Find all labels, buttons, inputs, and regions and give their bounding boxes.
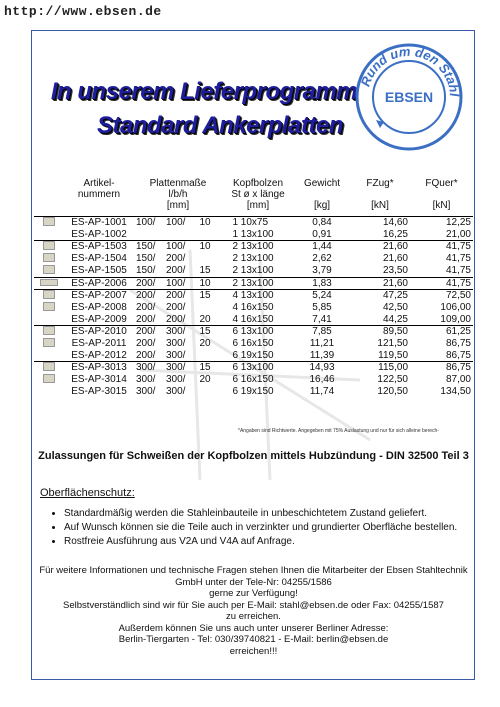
head-bolt: 4 13x100 <box>232 290 274 301</box>
head-bolt: 4 16x150 <box>232 302 274 313</box>
plate-dimensions: 150/ 200/ <box>136 253 186 264</box>
article-number: ES-AP-2010 <box>71 326 127 337</box>
table-row <box>34 314 473 326</box>
table-row <box>34 302 473 314</box>
contact-line: zu erreichen. <box>226 611 281 622</box>
table-row <box>34 253 473 265</box>
approval-heading: Zulassungen für Schweißen der Kopfbolzen mittels Hubzündung - DIN 32500 Teil 3 <box>38 450 469 462</box>
thumbnail-cell <box>34 314 64 326</box>
thumbnail-cell <box>34 265 64 278</box>
head-bolt: 6 19x150 <box>232 385 274 397</box>
thumbnail-cell <box>34 325 64 338</box>
tension-force: 21,60 <box>382 253 408 264</box>
article-number: ES-AP-1001 <box>71 217 127 228</box>
weight: 11,21 <box>309 338 335 349</box>
tension-force: 16,25 <box>382 228 408 240</box>
thumbnail-cell <box>34 289 64 302</box>
table-row <box>34 289 473 302</box>
ebsen-logo <box>350 38 468 156</box>
contact-block <box>34 565 473 657</box>
shear-force: 61,25 <box>445 326 471 337</box>
head-bolt: 2 13x100 <box>232 265 274 276</box>
contact-line: Selbstverständlich sind wir für Sie auch per E-Mail: stahl@ebsen.de oder Fax: 04255/1587 <box>63 599 444 611</box>
tension-force: 21,60 <box>382 241 408 252</box>
article-number: ES-AP-2008 <box>71 302 127 313</box>
article-number: ES-AP-3014 <box>71 374 127 385</box>
table-row <box>34 325 473 338</box>
weight: 0,84 <box>312 217 332 228</box>
table-row <box>34 277 473 289</box>
plate-dimensions <box>134 229 222 241</box>
header-kopf-2: St ø x länge <box>231 189 285 200</box>
surface-protection-title: Oberflächenschutz: <box>40 487 135 499</box>
list-item: • Standardmäßig werden die Stahleinbauteile in unbeschichtetem Zustand geliefert. <box>64 508 484 520</box>
thumbnail-cell <box>34 240 64 253</box>
plate-dimensions: 200/ 300/ <box>136 349 186 361</box>
plate-thumbnail-icon <box>43 326 55 335</box>
plate-dimensions: 150/ 200/ 15 <box>136 265 211 276</box>
article-number: ES-AP-1002 <box>71 228 127 240</box>
table-row <box>34 338 473 350</box>
thumbnail-cell <box>34 374 64 386</box>
contact-line: Außerdem können Sie uns auch unter unserer Berliner Adresse: <box>118 622 389 634</box>
shear-force: 86,75 <box>445 338 471 349</box>
table-row <box>34 374 473 386</box>
logo-name: EBSEN <box>384 89 434 105</box>
logo-slogan: Rund um den Stahl <box>357 43 463 97</box>
contact-line: GmbH unter der Tele-Nr: 04255/1586 <box>175 576 332 588</box>
head-bolt: 6 19x150 <box>232 349 274 361</box>
plate-dimensions: 100/ 100/ 10 <box>136 217 211 228</box>
shear-force: 41,75 <box>445 277 471 289</box>
plate-thumbnail-icon <box>43 362 55 371</box>
article-number: ES-AP-1503 <box>71 241 127 252</box>
plate-dimensions: 200/ 300/ 20 <box>136 338 211 349</box>
plate-thumbnail-icon <box>43 302 55 311</box>
plate-thumbnail-icon <box>43 241 55 250</box>
article-number: ES-AP-2011 <box>71 338 127 349</box>
head-bolt: 6 16x150 <box>232 338 274 349</box>
product-table-wrapper <box>34 178 473 397</box>
thumbnail-cell <box>34 253 64 265</box>
table-row <box>34 361 473 374</box>
weight: 7,41 <box>312 313 332 325</box>
tension-force: 122,50 <box>377 374 408 385</box>
table-row <box>34 216 473 229</box>
table-row <box>34 265 473 278</box>
weight: 1,83 <box>312 277 332 289</box>
shear-force: 106,00 <box>440 302 471 313</box>
header-fquer-3: [kN] <box>432 200 451 211</box>
product-table <box>34 178 473 397</box>
plate-dimensions: 300/ 300/ <box>136 385 186 397</box>
header-platten-1: Plattenmaße <box>149 178 207 189</box>
head-bolt: 2 13x100 <box>232 253 274 264</box>
head-bolt: 2 13x100 <box>232 277 274 289</box>
header-fzug-3: [kN] <box>371 200 389 211</box>
head-bolt: 4 16x150 <box>232 313 274 325</box>
head-bolt: 1 10x75 <box>232 217 269 228</box>
table-footnote: *Angaben sind Richtwerte. Angegeben mit 75% Auslastung und nur für sich alleine berech- <box>238 428 439 434</box>
article-number: ES-AP-2009 <box>71 313 127 325</box>
tension-force: 23,50 <box>382 265 408 276</box>
weight: 11,74 <box>309 385 335 397</box>
plate-dimensions: 200/ 200/ <box>136 302 186 313</box>
weight: 14,93 <box>309 362 335 373</box>
plate-dimensions: 300/ 300/ 20 <box>136 374 211 385</box>
header-kopf-1: Kopfbolzen <box>232 178 284 189</box>
shear-force: 109,00 <box>440 313 471 325</box>
header-fzug-1: FZug* <box>366 178 394 189</box>
plate-dimensions: 200/ 200/ 20 <box>136 313 211 325</box>
tension-force: 21,60 <box>382 277 408 289</box>
weight: 5,24 <box>312 290 332 301</box>
thumbnail-cell <box>34 386 64 397</box>
weight: 1,44 <box>312 241 332 252</box>
plate-dimensions: 300/ 300/ 15 <box>136 362 211 373</box>
shear-force: 12,25 <box>445 217 471 228</box>
list-item: • Auf Wunsch können sie die Teile auch in verzinkter und grundierter Oberfläche bestellen. <box>64 522 484 534</box>
header-artikel-2: nummern <box>77 189 121 200</box>
shear-force: 72,50 <box>445 290 471 301</box>
plate-thumbnail-icon <box>43 217 55 226</box>
table-header <box>34 178 473 216</box>
article-number: ES-AP-3013 <box>71 362 127 373</box>
header-fquer-1: FQuer* <box>425 178 458 189</box>
plate-dimensions: 150/ 100/ 10 <box>136 241 211 252</box>
header-platten-3: [mm] <box>166 200 190 211</box>
tension-force: 14,60 <box>382 217 408 228</box>
plate-thumbnail-icon <box>43 290 55 299</box>
page-title: In unserem Lieferprogramm <box>50 78 358 105</box>
shear-force: 41,75 <box>445 241 471 252</box>
contact-line: gerne zur Verfügung! <box>209 588 298 599</box>
table-row <box>34 386 473 397</box>
article-number: ES-AP-2007 <box>71 290 127 301</box>
tension-force: 115,00 <box>378 362 408 373</box>
head-bolt: 1 13x100 <box>232 228 274 240</box>
thumbnail-cell <box>34 277 64 289</box>
plate-dimensions: 200/ 100/ 10 <box>136 277 211 289</box>
contact-line: Berlin-Tiergarten - Tel: 030/39740821 - E-Mail: berlin@ebsen.de <box>118 634 389 645</box>
weight: 0,91 <box>312 228 332 240</box>
plate-thumbnail-icon <box>43 338 55 347</box>
thumbnail-cell <box>34 302 64 314</box>
head-bolt: 6 13x100 <box>232 362 274 373</box>
tension-force: 44,25 <box>382 313 408 325</box>
header-platten-2: l/b/h <box>168 189 188 200</box>
header-kopf-3: [mm] <box>246 200 270 211</box>
thumbnail-cell <box>34 338 64 350</box>
plate-thumbnail-icon <box>43 265 55 274</box>
shear-force: 21,00 <box>445 228 471 240</box>
shear-force: 86,75 <box>445 349 471 361</box>
thumbnail-cell <box>34 350 64 362</box>
plate-dimensions: 200/ 200/ 15 <box>136 290 211 301</box>
table-row <box>34 229 473 241</box>
header-gewicht-3: [kg] <box>313 200 331 211</box>
tension-force: 89,50 <box>382 326 408 337</box>
tension-force: 119,50 <box>378 349 408 361</box>
head-bolt: 6 13x100 <box>232 326 274 337</box>
tension-force: 47,25 <box>382 290 408 301</box>
contact-line: Für weitere Informationen und technische Fragen stehen Ihnen die Mitarbeiter der Ebsen Stahltechnik <box>39 565 468 576</box>
header-gewicht-1: Gewicht <box>303 178 341 189</box>
shear-force: 86,75 <box>445 362 471 373</box>
thumbnail-cell <box>34 361 64 374</box>
page-subtitle: Standard Ankerplatten <box>97 112 343 139</box>
article-number: ES-AP-1504 <box>71 253 127 264</box>
table-row <box>34 240 473 253</box>
shear-force: 134,50 <box>440 385 471 397</box>
website-url: http://www.ebsen.de <box>4 4 162 19</box>
article-number: ES-AP-2006 <box>71 277 127 289</box>
table-body <box>34 216 473 397</box>
list-item: • Rostfreie Ausführung aus V2A und V4A auf Anfrage. <box>64 536 484 548</box>
thumbnail-cell <box>34 229 64 241</box>
tension-force: 120,50 <box>377 385 408 397</box>
weight: 7,85 <box>312 326 332 337</box>
weight: 16,46 <box>309 374 335 385</box>
header-artikel-1: Artikel- <box>83 178 115 189</box>
article-number: ES-AP-3015 <box>71 385 127 397</box>
weight: 5,85 <box>312 302 332 313</box>
plate-dimensions: 200/ 300/ 15 <box>136 326 211 337</box>
head-bolt: 2 13x100 <box>232 241 274 252</box>
contact-line: erreichen!!! <box>229 645 278 657</box>
shear-force: 41,75 <box>445 253 471 264</box>
plate-thumbnail-icon <box>40 279 58 286</box>
plate-thumbnail-icon <box>43 374 55 383</box>
thumbnail-cell <box>34 216 64 229</box>
weight: 11,39 <box>309 349 335 361</box>
weight: 3,79 <box>312 265 332 276</box>
shear-force: 87,00 <box>445 374 471 385</box>
table-row <box>34 350 473 362</box>
weight: 2,62 <box>312 253 332 264</box>
plate-thumbnail-icon <box>43 253 55 262</box>
head-bolt: 6 16x150 <box>232 374 274 385</box>
article-number: ES-AP-2012 <box>71 349 127 361</box>
article-number: ES-AP-1505 <box>71 265 127 276</box>
tension-force: 42,50 <box>382 302 408 313</box>
tension-force: 121,50 <box>377 338 408 349</box>
surface-protection-list <box>34 508 484 550</box>
shear-force: 41,75 <box>445 265 471 276</box>
